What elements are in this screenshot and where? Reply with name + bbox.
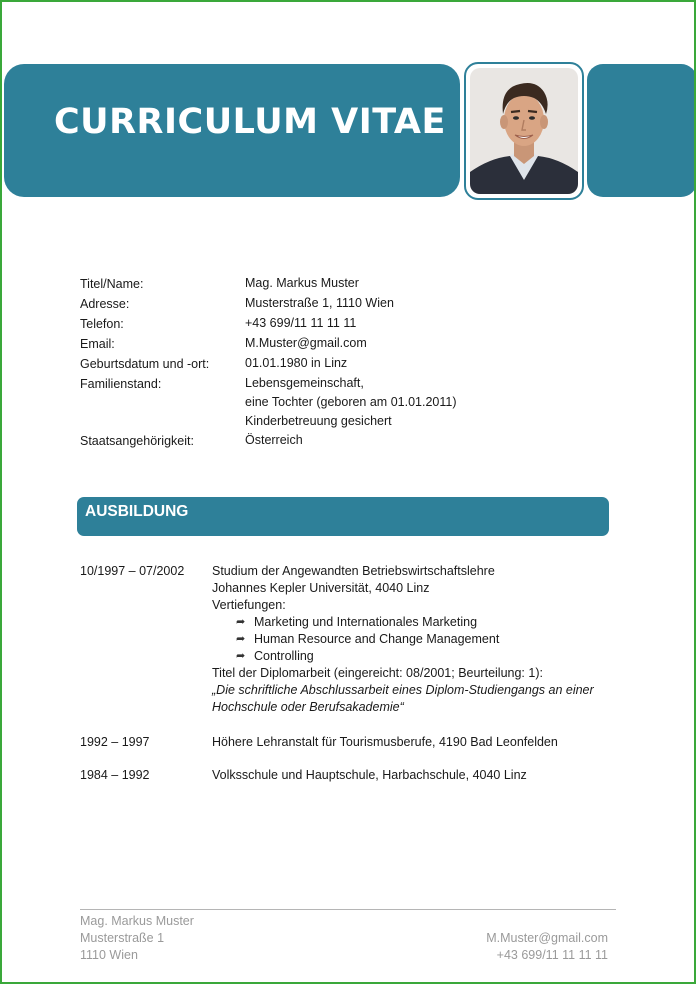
- footer-phone: +43 699/11 11 11 11: [496, 948, 608, 962]
- education-entry: [80, 563, 620, 716]
- info-value: [245, 314, 620, 334]
- info-label: Staatsangehörigkeit:: [80, 434, 194, 448]
- page-title: CURRICULUM VITAE: [54, 102, 446, 142]
- info-value-line: Musterstraße 1, 1110 Wien: [245, 296, 394, 310]
- education-line: Vertiefungen:: [212, 598, 286, 612]
- info-row: [80, 294, 620, 314]
- info-value-line: Kinderbetreuung gesichert: [245, 414, 392, 428]
- section-header-education: [77, 497, 609, 536]
- info-row: [80, 354, 620, 374]
- thesis-title: Hochschule oder Berufsakademie“: [212, 700, 404, 714]
- education-entry: [80, 767, 620, 784]
- education-entry: [80, 734, 620, 751]
- education-line: Höhere Lehranstalt für Tourismusberufe, 4190 Bad Leonfelden: [212, 735, 558, 749]
- footer-name: Mag. Markus Muster: [80, 914, 194, 928]
- specialization-list: [212, 614, 620, 665]
- info-value: [245, 294, 620, 314]
- list-item: ➦ Controlling: [236, 649, 314, 663]
- info-row: [80, 431, 620, 451]
- footer-email: M.Muster@gmail.com: [486, 931, 608, 945]
- info-value: [245, 334, 620, 354]
- info-row: [80, 374, 620, 431]
- info-label: Geburtsdatum und -ort:: [80, 357, 210, 371]
- info-value-line: eine Tochter (geboren am 01.01.2011): [245, 395, 457, 409]
- footer-street: Musterstraße 1: [80, 931, 165, 945]
- arrow-bullet-icon: ➦: [236, 616, 246, 628]
- footer-divider: [80, 909, 616, 910]
- info-label: Adresse:: [80, 297, 130, 311]
- info-value: [245, 274, 620, 294]
- info-value-line: Österreich: [245, 433, 303, 447]
- education-line: Volksschule und Hauptschule, Harbachschule, 4040 Linz: [212, 768, 527, 782]
- list-item: ➦ Marketing und Internationales Marketing: [236, 615, 478, 629]
- education-line: Titel der Diplomarbeit (eingereicht: 08/2001; Beurteilung: 1):: [212, 666, 543, 680]
- footer-city: 1110 Wien: [80, 948, 138, 962]
- info-row: [80, 314, 620, 334]
- info-label: Familienstand:: [80, 377, 162, 391]
- info-label: Titel/Name:: [80, 277, 144, 291]
- personal-info: [80, 274, 620, 451]
- arrow-bullet-icon: ➦: [236, 650, 246, 662]
- info-value-line: Lebensgemeinschaft,: [245, 376, 364, 390]
- list-item: ➦ Human Resource and Change Management: [236, 632, 500, 646]
- info-value-line: M.Muster@gmail.com: [245, 336, 367, 350]
- portrait-image: [470, 68, 578, 194]
- footer-contact: [486, 930, 608, 964]
- info-row: [80, 274, 620, 294]
- education-period: 1992 – 1997: [80, 735, 150, 749]
- info-label: Telefon:: [80, 317, 124, 331]
- education-period: 1984 – 1992: [80, 768, 150, 782]
- info-row: [80, 334, 620, 354]
- education-period: 10/1997 – 07/2002: [80, 564, 185, 578]
- info-value: [245, 354, 620, 374]
- education-line: Johannes Kepler Universität, 4040 Linz: [212, 581, 430, 595]
- info-value-line: Mag. Markus Muster: [245, 276, 359, 290]
- header-side-block: [587, 64, 696, 197]
- education-line: Studium der Angewandten Betriebswirtschaftslehre: [212, 564, 495, 578]
- info-label: Email:: [80, 337, 115, 351]
- info-value-line: 01.01.1980 in Linz: [245, 356, 348, 370]
- footer-address: [80, 913, 194, 964]
- arrow-bullet-icon: ➦: [236, 633, 246, 645]
- profile-photo: [464, 62, 584, 200]
- info-value: [245, 374, 620, 431]
- thesis-title: „Die schriftliche Abschlussarbeit eines Diplom-Studiengangs an einer: [212, 683, 594, 697]
- info-value-line: +43 699/11 11 11 11: [245, 316, 357, 330]
- section-title: AUSBILDUNG: [85, 503, 189, 520]
- info-value: [245, 431, 620, 451]
